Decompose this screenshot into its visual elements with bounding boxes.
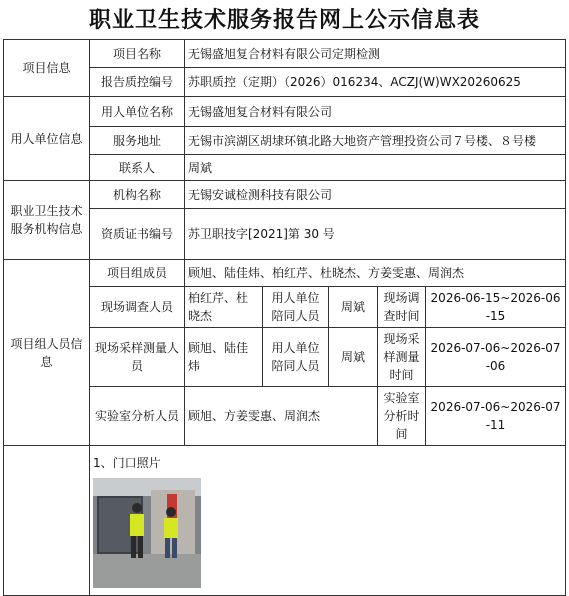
info-table xyxy=(3,39,566,596)
employer-name-label: 用人单位名称 xyxy=(90,97,185,127)
contact-label: 联系人 xyxy=(90,155,185,181)
agency-name-value: 无锡安诚检测科技有限公司 xyxy=(185,181,566,209)
survey-staff-label: 现场调查人员 xyxy=(90,287,185,328)
survey-accompany-label: 用人单位陪同人员 xyxy=(263,287,329,328)
page-title: 职业卫生技术服务报告网上公示信息表 xyxy=(88,7,480,33)
lab-time-value: 2026-07-06~2026-07-11 xyxy=(426,387,566,446)
employer-name-value: 无锡盛旭复合材料有限公司 xyxy=(185,97,566,127)
entrance-photo xyxy=(93,478,201,588)
report-code-value: 苏职质控（定期）（2026）016234、ACZJ(W)WX20260625 xyxy=(185,68,566,97)
sampling-time-value: 2026-07-06~2026-07-06 xyxy=(426,328,566,387)
photo-area xyxy=(90,446,566,596)
personnel-section: 项目组人员信息 xyxy=(4,260,90,446)
sampling-accompany-value: 周斌 xyxy=(329,328,378,387)
sampling-time-label: 现场采样测量时间 xyxy=(378,328,426,387)
report-code-label: 报告质控编号 xyxy=(90,68,185,97)
photo-blank-cell xyxy=(4,446,90,596)
certificate-value: 苏卫职技字[2021]第 30 号 xyxy=(185,209,566,260)
members-label: 项目组成员 xyxy=(90,260,185,287)
project-name-label: 项目名称 xyxy=(90,40,185,68)
lab-time-label: 实验室分析时间 xyxy=(378,387,426,446)
photo-caption: 1、门口照片 xyxy=(93,456,161,470)
members-value: 顾旭、陆佳炜、柏红芹、杜晓杰、方姜雯惠、周润杰 xyxy=(185,260,566,287)
lab-staff-value: 顾旭、方姜雯惠、周润杰 xyxy=(185,387,378,446)
sampling-accompany-label: 用人单位陪同人员 xyxy=(263,328,329,387)
service-address-value: 无锡市滨湖区胡埭环镇北路大地资产管理投资公司７号楼、８号楼 xyxy=(185,127,566,155)
employer-section: 用人单位信息 xyxy=(4,97,90,181)
certificate-label: 资质证书编号 xyxy=(90,209,185,260)
survey-staff-value: 柏红芹、杜晓杰 xyxy=(185,287,263,328)
sampling-staff-label: 现场采样测量人员 xyxy=(90,328,185,387)
survey-time-value: 2026-06-15~2026-06-15 xyxy=(426,287,566,328)
service-address-label: 服务地址 xyxy=(90,127,185,155)
contact-value: 周斌 xyxy=(185,155,566,181)
sampling-staff-value: 顾旭、陆佳炜 xyxy=(185,328,263,387)
survey-time-label: 现场调查时间 xyxy=(378,287,426,328)
agency-section: 职业卫生技术服务机构信息 xyxy=(4,181,90,260)
project-name-value: 无锡盛旭复合材料有限公司定期检测 xyxy=(185,40,566,68)
agency-name-label: 机构名称 xyxy=(90,181,185,209)
survey-accompany-value: 周斌 xyxy=(329,287,378,328)
project-info-section: 项目信息 xyxy=(4,40,90,97)
lab-staff-label: 实验室分析人员 xyxy=(90,387,185,446)
